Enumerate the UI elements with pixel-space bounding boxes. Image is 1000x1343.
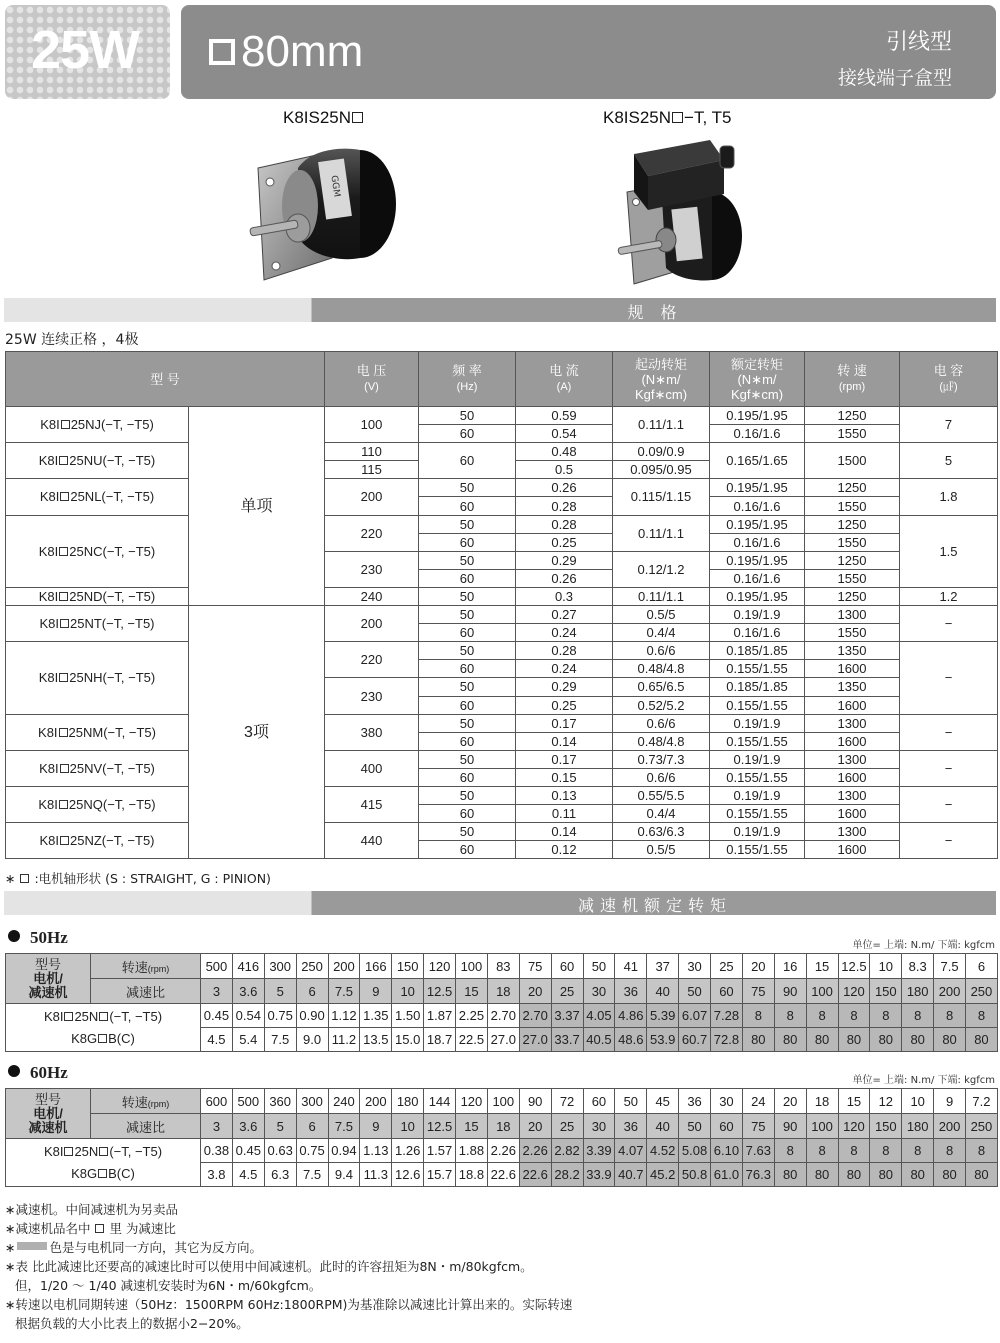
placeholder-box-icon (672, 112, 683, 123)
ratio-cell: 9 (360, 1114, 392, 1139)
header-speed: 转速(rpm) (91, 1089, 201, 1114)
torque-kgf-cell: 27.0 (519, 1028, 551, 1052)
speed-cell: 7.5 (934, 954, 966, 979)
torque-kgf-cell: 4.5 (232, 1163, 264, 1187)
torque-nm-cell: 2.26 (519, 1139, 551, 1163)
torque-nm-cell: 5.39 (647, 1004, 679, 1028)
ratio-cell: 12.5 (424, 1114, 456, 1139)
torque-nm-cell: 0.45 (201, 1004, 233, 1028)
torque-nm-cell: 1.87 (424, 1004, 456, 1028)
ratio-cell: 180 (902, 1114, 934, 1139)
ratio-cell: 36 (615, 979, 647, 1004)
torque-kgf-cell: 13.5 (360, 1028, 392, 1052)
torque-kgf-cell: 33.7 (551, 1028, 583, 1052)
table-row: K8I 25ND(−T, −T5) 240 50 0.3 0.11/1.1 0.195/1.95 1250 1.2 (6, 587, 998, 605)
speed-cell: 10 (902, 1089, 934, 1114)
col-frequency: 频 率 (Hz) (419, 352, 516, 407)
torque-kgf-cell: 80 (870, 1163, 902, 1187)
ratio-cell: 50 (679, 1114, 711, 1139)
motor-brand-label: GGM (328, 174, 342, 198)
ratio-cell: 5 (264, 979, 296, 1004)
torque-nm-cell: 8 (774, 1004, 806, 1028)
ratio-cell: 3.6 (232, 979, 264, 1004)
col-start-torque: 起动转矩 (N∗m/ Kgf∗cm) (613, 352, 710, 407)
model-name: K8I 25NC(−T, −T5) (6, 515, 189, 587)
ratio-cell: 6 (296, 1114, 328, 1139)
speed-cell: 83 (487, 954, 519, 979)
torque-nm-cell: 0.75 (296, 1139, 328, 1163)
speed-cell: 30 (679, 954, 711, 979)
torque-nm-cell: 8 (902, 1139, 934, 1163)
gearbox-section-bar: 减速机额定转矩 (4, 891, 996, 915)
col-capacitor: 电 容 (㎌) (900, 352, 998, 407)
table-row: 60 0.11 0.4/4 0.155/1.55 1600 (6, 805, 998, 823)
speed-cell: 20 (742, 954, 774, 979)
motor-lead-wire-image (240, 140, 410, 290)
table-row: 60 0.24 0.4/4 0.16/1.6 1550 (6, 624, 998, 642)
ratio-cell: 100 (806, 979, 838, 1004)
torque-nm-cell: 8 (934, 1004, 966, 1028)
speed-cell: 50 (583, 954, 615, 979)
model-name: K8I 25NV(−T, −T5) (6, 750, 189, 786)
torque-nm-cell: 4.07 (615, 1139, 647, 1163)
torque-nm-cell: 3.39 (583, 1139, 615, 1163)
model-name: K8I 25NH(−T, −T5) (6, 642, 189, 714)
ratio-cell: 60 (711, 1114, 743, 1139)
speed-cell: 12.5 (838, 954, 870, 979)
speed-cell: 500 (232, 1089, 264, 1114)
torque-nm-cell: 5.08 (679, 1139, 711, 1163)
ratio-cell: 3 (201, 979, 233, 1004)
speed-cell: 15 (838, 1089, 870, 1114)
torque-kgf-cell: 6.3 (264, 1163, 296, 1187)
torque-kgf-cell: 27.0 (487, 1028, 519, 1052)
header-model: 型号 电机/ 减速机 (6, 1089, 91, 1139)
table-row: 60 0.54 0.16/1.6 1550 (6, 425, 998, 443)
torque-kgf-cell: 15.7 (424, 1163, 456, 1187)
spec-table (5, 351, 998, 859)
torque-nm-cell: 1.35 (360, 1004, 392, 1028)
torque-nm-cell: 2.82 (551, 1139, 583, 1163)
torque-kgf-cell: 40.7 (615, 1163, 647, 1187)
header-model: 型号 电机/ 减速机 (6, 954, 91, 1004)
motor-gear-model: K8I 25N (−T, −T5) K8G B(C) (6, 1004, 201, 1052)
frame-size: 80mm (209, 27, 363, 77)
unit-note-60hz: 单位= 上端: N.m/ 下端: kgfcm (852, 1075, 995, 1086)
col-current: 电 流 (A) (516, 352, 613, 407)
speed-cell: 100 (456, 954, 488, 979)
speed-row (6, 954, 998, 979)
table-row: K8I 25NU(−T, −T5) 110 60 0.48 0.09/0.9 0.165/1.65 1500 5 (6, 443, 998, 461)
col-model: 型 号 (6, 352, 325, 407)
ratio-cell: 40 (647, 979, 679, 1004)
torque-nm-cell: 4.86 (615, 1004, 647, 1028)
torque-kgf-cell: 28.2 (551, 1163, 583, 1187)
table-row: K8I 25NL(−T, −T5) 200 50 0.26 0.115/1.15 0.195/1.95 1250 1.8 (6, 479, 998, 497)
ratio-cell: 75 (742, 979, 774, 1004)
size-panel (181, 5, 996, 99)
torque-nm-cell: 8 (934, 1139, 966, 1163)
torque-kgf-cell: 80 (966, 1028, 998, 1052)
torque-kgf-cell: 22.6 (519, 1163, 551, 1187)
speed-cell: 36 (679, 1089, 711, 1114)
torque-kgf-cell: 48.6 (615, 1028, 647, 1052)
torque-kgf-cell: 80 (838, 1028, 870, 1052)
gray-swatch-icon (17, 1242, 47, 1250)
torque-nm-cell: 8 (902, 1004, 934, 1028)
torque-kgf-cell: 80 (806, 1163, 838, 1187)
speed-cell: 8.3 (902, 954, 934, 979)
ratio-cell: 10 (392, 1114, 424, 1139)
speed-cell: 41 (615, 954, 647, 979)
torque-kgf-cell: 40.5 (583, 1028, 615, 1052)
torque-nm-cell: 1.26 (392, 1139, 424, 1163)
torque-nm-cell: 6.07 (679, 1004, 711, 1028)
torque-kgf-cell: 80 (902, 1163, 934, 1187)
speed-cell: 250 (296, 954, 328, 979)
torque-kgf-cell: 76.3 (742, 1163, 774, 1187)
torque-kgf-cell: 7.5 (296, 1163, 328, 1187)
torque-nm-cell: 8 (838, 1139, 870, 1163)
bullet-icon (8, 1065, 20, 1077)
ratio-cell: 10 (392, 979, 424, 1004)
torque-kgf-cell: 80 (806, 1028, 838, 1052)
torque-nm-row (6, 1139, 998, 1163)
torque-nm-cell: 2.25 (456, 1004, 488, 1028)
ratio-cell: 100 (806, 1114, 838, 1139)
model-name: K8I 25NU(−T, −T5) (6, 443, 189, 479)
header-ratio: 减速比 (91, 979, 201, 1004)
speed-cell: 16 (774, 954, 806, 979)
torque-nm-cell: 0.45 (232, 1139, 264, 1163)
torque-kgf-cell: 80 (934, 1028, 966, 1052)
torque-kgf-cell: 53.9 (647, 1028, 679, 1052)
ratio-cell: 200 (934, 1114, 966, 1139)
torque-kgf-cell: 22.6 (487, 1163, 519, 1187)
speed-cell: 30 (711, 1089, 743, 1114)
ratio-cell: 180 (902, 979, 934, 1004)
speed-cell: 150 (392, 954, 424, 979)
ratio-cell: 15 (456, 979, 488, 1004)
speed-cell: 20 (774, 1089, 806, 1114)
speed-cell: 90 (519, 1089, 551, 1114)
torque-kgf-cell: 12.6 (392, 1163, 424, 1187)
ratio-cell: 30 (583, 1114, 615, 1139)
torque-kgf-cell: 4.5 (201, 1028, 233, 1052)
speed-cell: 120 (424, 954, 456, 979)
table-row: 60 0.15 0.6/6 0.155/1.55 1600 (6, 768, 998, 786)
ratio-cell: 6 (296, 979, 328, 1004)
ratio-cell: 7.5 (328, 1114, 360, 1139)
ratio-cell: 200 (934, 979, 966, 1004)
torque-nm-cell: 1.12 (328, 1004, 360, 1028)
torque-nm-cell: 8 (870, 1139, 902, 1163)
torque-kgf-cell: 80 (966, 1163, 998, 1187)
torque-nm-cell: 0.90 (296, 1004, 328, 1028)
ratio-cell: 25 (551, 1114, 583, 1139)
torque-kgf-cell: 80 (774, 1028, 806, 1052)
ratio-cell: 150 (870, 979, 902, 1004)
power-rating: 25W (31, 20, 140, 80)
torque-nm-cell: 3.37 (551, 1004, 583, 1028)
speed-cell: 300 (296, 1089, 328, 1114)
type-lead-wire: 引线型 (885, 30, 952, 55)
speed-cell: 300 (264, 954, 296, 979)
speed-cell: 166 (360, 954, 392, 979)
speed-cell: 12 (870, 1089, 902, 1114)
torque-nm-cell: 1.88 (456, 1139, 488, 1163)
ratio-row (6, 1114, 998, 1139)
torque-nm-cell: 8 (806, 1139, 838, 1163)
table-row: K8I 25NM(−T, −T5) 380 50 0.17 0.6/6 0.19/1.9 1300 − (6, 714, 998, 732)
footnotes: ∗减速机。中间减速机为另卖品 ∗减速机品名中 里 为减速比 ∗ 色是与电机同一方向，其它为反方向。 ∗表 比此减速比还要高的减速比时可以使用中间减速机。此时的许容扭矩为8N・m/80kgfcm。 但，1/20 ～ 1/40 减速机安装时为6N・m/60kgfcm。 ∗转速以电机同期转速（50Hz：1500RPM 60Hz:1800RPM)为基准除以减速比计算出来的。实际转速 根据负载的大小比表上的数据小2−20%。 (5, 1202, 573, 1331)
speed-cell: 500 (201, 954, 233, 979)
torque-nm-cell: 0.38 (201, 1139, 233, 1163)
torque-kgf-cell: 7.5 (264, 1028, 296, 1052)
speed-cell: 50 (615, 1089, 647, 1114)
ratio-cell: 20 (519, 979, 551, 1004)
header-ratio: 减速比 (91, 1114, 201, 1139)
torque-nm-cell: 8 (966, 1139, 998, 1163)
ratio-cell: 7.5 (328, 979, 360, 1004)
header-speed: 转速(rpm) (91, 954, 201, 979)
speed-cell: 200 (360, 1089, 392, 1114)
ratio-cell: 120 (838, 979, 870, 1004)
speed-cell: 72 (551, 1089, 583, 1114)
torque-kgf-cell: 9.4 (328, 1163, 360, 1187)
speed-row (6, 1089, 998, 1114)
torque-nm-cell: 0.63 (264, 1139, 296, 1163)
torque-nm-cell: 1.57 (424, 1139, 456, 1163)
torque-kgf-cell: 80 (742, 1028, 774, 1052)
phase-single: 单项 (189, 407, 325, 606)
torque-nm-row (6, 1004, 998, 1028)
phase-three: 3项 (189, 606, 325, 859)
model-name: K8I 25NM(−T, −T5) (6, 714, 189, 750)
ratio-cell: 250 (966, 979, 998, 1004)
ratio-cell: 90 (774, 1114, 806, 1139)
model-name: K8I 25NZ(−T, −T5) (6, 823, 189, 859)
speed-cell: 18 (806, 1089, 838, 1114)
table-row: 60 0.28 0.16/1.6 1550 (6, 497, 998, 515)
speed-cell: 240 (328, 1089, 360, 1114)
ratio-cell: 250 (966, 1114, 998, 1139)
torque-kgf-cell: 18.7 (424, 1028, 456, 1052)
ratio-cell: 50 (679, 979, 711, 1004)
table-row: 230 50 0.29 0.12/1.2 0.195/1.95 1250 (6, 551, 998, 569)
ratio-cell: 90 (774, 979, 806, 1004)
torque-nm-cell: 8 (742, 1004, 774, 1028)
torque-nm-cell: 4.52 (647, 1139, 679, 1163)
torque-kgf-cell: 72.8 (711, 1028, 743, 1052)
ratio-cell: 3 (201, 1114, 233, 1139)
speed-cell: 360 (264, 1089, 296, 1114)
speed-cell: 24 (742, 1089, 774, 1114)
torque-nm-cell: 2.26 (487, 1139, 519, 1163)
torque-kgf-cell: 33.9 (583, 1163, 615, 1187)
placeholder-box-icon (20, 874, 29, 883)
spec-section-bar: 规 格 (4, 298, 996, 322)
title-50hz: 50Hz (8, 928, 68, 948)
col-speed: 转 速 (rpm) (805, 352, 900, 407)
speed-cell: 144 (424, 1089, 456, 1114)
speed-cell: 60 (583, 1089, 615, 1114)
model-name: K8I 25NQ(−T, −T5) (6, 786, 189, 822)
torque-kgf-cell: 80 (838, 1163, 870, 1187)
torque-kgf-cell: 22.5 (456, 1028, 488, 1052)
torque-kgf-cell: 60.7 (679, 1028, 711, 1052)
torque-nm-cell: 8 (966, 1004, 998, 1028)
ratio-cell: 9 (360, 979, 392, 1004)
col-rated-torque: 额定转矩 (N∗m/ Kgf∗cm) (710, 352, 805, 407)
speed-cell: 200 (328, 954, 360, 979)
gear-table-50hz (5, 953, 998, 1052)
torque-nm-cell: 8 (838, 1004, 870, 1028)
title-60hz: 60Hz (8, 1063, 68, 1083)
model-name: K8I 25ND(−T, −T5) (6, 587, 189, 605)
type-terminal-box: 接线端子盒型 (837, 67, 952, 89)
ratio-cell: 5 (264, 1114, 296, 1139)
torque-kgf-cell: 45.2 (647, 1163, 679, 1187)
speed-cell: 100 (487, 1089, 519, 1114)
speed-cell: 416 (232, 954, 264, 979)
square-icon (209, 39, 235, 65)
ratio-cell: 3.6 (232, 1114, 264, 1139)
motor-terminal-box-image (612, 132, 762, 292)
torque-kgf-cell: 80 (870, 1028, 902, 1052)
model-name: K8I 25NT(−T, −T5) (6, 606, 189, 642)
motor-gear-model: K8I 25N (−T, −T5) K8G B(C) (6, 1139, 201, 1187)
unit-note-50hz: 单位= 上端: N.m/ 下端: kgfcm (852, 940, 995, 951)
table-row: K8I 25NJ(−T, −T5) 单项 100 50 0.59 0.11/1.1 0.195/1.95 1250 7 (6, 407, 998, 425)
table-row: K8I 25NT(−T, −T5) 3项 200 50 0.27 0.5/5 0.19/1.9 1300 − (6, 606, 998, 624)
model-name: K8I 25NJ(−T, −T5) (6, 407, 189, 443)
speed-cell: 120 (456, 1089, 488, 1114)
table-row: 60 0.12 0.5/5 0.155/1.55 1600 (6, 841, 998, 859)
torque-nm-cell: 2.70 (519, 1004, 551, 1028)
torque-kgf-cell: 3.8 (201, 1163, 233, 1187)
ratio-cell: 20 (519, 1114, 551, 1139)
table-row: 60 0.24 0.48/4.8 0.155/1.55 1600 (6, 660, 998, 678)
torque-kgf-cell: 11.3 (360, 1163, 392, 1187)
shaft-shape-note: ∗ :电机轴形状 (S : STRAIGHT, G : PINION) (5, 871, 271, 886)
torque-kgf-cell: 80 (934, 1163, 966, 1187)
ratio-cell: 30 (583, 979, 615, 1004)
torque-nm-cell: 7.63 (742, 1139, 774, 1163)
ratio-cell: 60 (711, 979, 743, 1004)
table-row: K8I 25NH(−T, −T5) 220 50 0.28 0.6/6 0.185/1.85 1350 − (6, 642, 998, 660)
torque-kgf-cell: 9.0 (296, 1028, 328, 1052)
speed-cell: 6 (966, 954, 998, 979)
table-row: 60 0.25 0.16/1.6 1550 (6, 533, 998, 551)
placeholder-box-icon (95, 1224, 104, 1233)
torque-nm-cell: 6.10 (711, 1139, 743, 1163)
gear-table-60hz (5, 1088, 998, 1187)
torque-nm-cell: 8 (806, 1004, 838, 1028)
torque-kgf-cell: 15.0 (392, 1028, 424, 1052)
spec-subtitle: 25W 连续正格 ，4极 (5, 332, 139, 348)
table-row: 60 0.25 0.52/5.2 0.155/1.55 1600 (6, 696, 998, 714)
product-caption-1: K8IS25N (283, 108, 364, 128)
ratio-cell: 75 (742, 1114, 774, 1139)
ratio-cell: 150 (870, 1114, 902, 1139)
speed-cell: 25 (711, 954, 743, 979)
ratio-cell: 40 (647, 1114, 679, 1139)
table-row: 60 0.26 0.16/1.6 1550 (6, 569, 998, 587)
speed-cell: 60 (551, 954, 583, 979)
torque-kgf-cell: 5.4 (232, 1028, 264, 1052)
ratio-cell: 12.5 (424, 979, 456, 1004)
speed-cell: 10 (870, 954, 902, 979)
ratio-row (6, 979, 998, 1004)
torque-nm-cell: 7.28 (711, 1004, 743, 1028)
torque-kgf-cell: 80 (774, 1163, 806, 1187)
bullet-icon (8, 930, 20, 942)
torque-kgf-cell: 11.2 (328, 1028, 360, 1052)
speed-cell: 45 (647, 1089, 679, 1114)
torque-nm-cell: 8 (870, 1004, 902, 1028)
table-row: K8I 25NC(−T, −T5) 220 50 0.28 0.11/1.1 0.195/1.95 1250 1.5 (6, 515, 998, 533)
ratio-cell: 18 (487, 1114, 519, 1139)
speed-cell: 180 (392, 1089, 424, 1114)
ratio-cell: 120 (838, 1114, 870, 1139)
speed-cell: 37 (647, 954, 679, 979)
table-row: 115 0.5 0.095/0.95 (6, 461, 998, 479)
table-row: K8I 25NZ(−T, −T5) 440 50 0.14 0.63/6.3 0.19/1.9 1300 − (6, 823, 998, 841)
torque-nm-cell: 2.70 (487, 1004, 519, 1028)
torque-kgf-cell: 50.8 (679, 1163, 711, 1187)
placeholder-box-icon (352, 112, 363, 123)
product-caption-2: K8IS25N −T, T5 (603, 108, 732, 127)
ratio-cell: 18 (487, 979, 519, 1004)
torque-nm-cell: 0.94 (328, 1139, 360, 1163)
speed-cell: 600 (201, 1089, 233, 1114)
table-row: K8I 25NV(−T, −T5) 400 50 0.17 0.73/7.3 0.19/1.9 1300 − (6, 750, 998, 768)
torque-nm-cell: 0.75 (264, 1004, 296, 1028)
torque-kgf-cell: 80 (902, 1028, 934, 1052)
power-rating-panel (5, 5, 170, 99)
spec-header-row (6, 352, 998, 407)
speed-cell: 9 (934, 1089, 966, 1114)
torque-kgf-cell: 18.8 (456, 1163, 488, 1187)
model-name: K8I 25NL(−T, −T5) (6, 479, 189, 515)
torque-nm-cell: 8 (774, 1139, 806, 1163)
table-row: K8I 25NQ(−T, −T5) 415 50 0.13 0.55/5.5 0.19/1.9 1300 − (6, 786, 998, 804)
col-voltage: 电 压 (V) (325, 352, 419, 407)
ratio-cell: 25 (551, 979, 583, 1004)
speed-cell: 15 (806, 954, 838, 979)
table-row: 230 50 0.29 0.65/6.5 0.185/1.85 1350 (6, 678, 998, 696)
torque-nm-cell: 1.13 (360, 1139, 392, 1163)
torque-nm-cell: 1.50 (392, 1004, 424, 1028)
torque-kgf-cell: 61.0 (711, 1163, 743, 1187)
torque-nm-cell: 0.54 (232, 1004, 264, 1028)
torque-nm-cell: 4.05 (583, 1004, 615, 1028)
speed-cell: 75 (519, 954, 551, 979)
ratio-cell: 15 (456, 1114, 488, 1139)
ratio-cell: 36 (615, 1114, 647, 1139)
speed-cell: 7.2 (966, 1089, 998, 1114)
table-row: 60 0.14 0.48/4.8 0.155/1.55 1600 (6, 732, 998, 750)
